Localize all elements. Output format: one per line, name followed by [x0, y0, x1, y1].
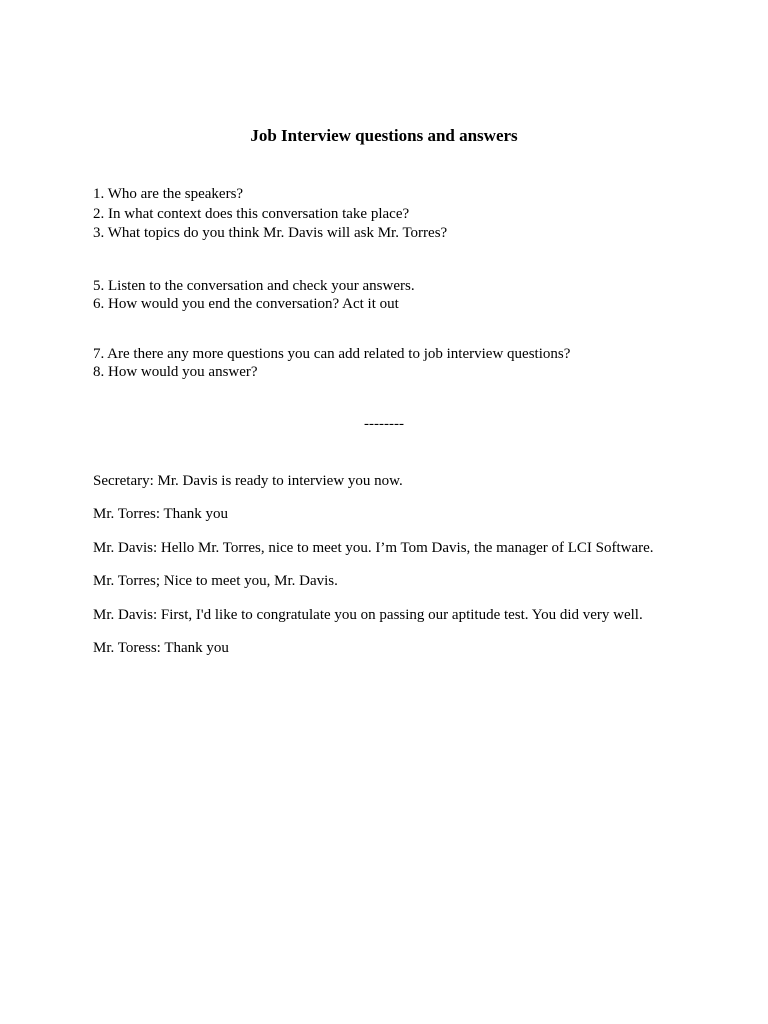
question-group-1: [93, 185, 733, 244]
question-6: 6. How would you end the conversation? Act it out: [93, 296, 399, 312]
dialogue-line-3: Mr. Davis: Hello Mr. Torres, nice to meet you. I’m Tom Davis, the manager of LCI Software.: [93, 539, 654, 556]
document-title: Job Interview questions and answers: [250, 126, 518, 145]
question-5: 5. Listen to the conversation and check your answers.: [93, 278, 415, 294]
question-group-3: [93, 345, 733, 381]
question-3: 3. What topics do you think Mr. Davis will ask Mr. Torres?: [93, 225, 448, 242]
question-7: 7. Are there any more questions you can add related to job interview questions?: [93, 346, 571, 362]
question-2: 2. In what context does this conversation take place?: [93, 205, 410, 222]
dialogue-line-4: Mr. Torres; Nice to meet you, Mr. Davis.: [93, 573, 338, 590]
question-1: 1. Who are the speakers?: [93, 186, 244, 202]
dialogue-line-6: Mr. Toress: Thank you: [93, 639, 229, 656]
dialogue-transcript: [93, 472, 733, 672]
question-group-2: [93, 277, 733, 313]
question-8: 8. How would you answer?: [93, 364, 258, 380]
dialogue-line-5: Mr. Davis: First, I'd like to congratulate you on passing our aptitude test. You did very well.: [93, 606, 643, 623]
dialogue-line-2: Mr. Torres: Thank you: [93, 506, 229, 523]
dialogue-line-1: Secretary: Mr. Davis is ready to interview you now.: [93, 473, 403, 489]
section-separator: --------: [364, 416, 404, 432]
